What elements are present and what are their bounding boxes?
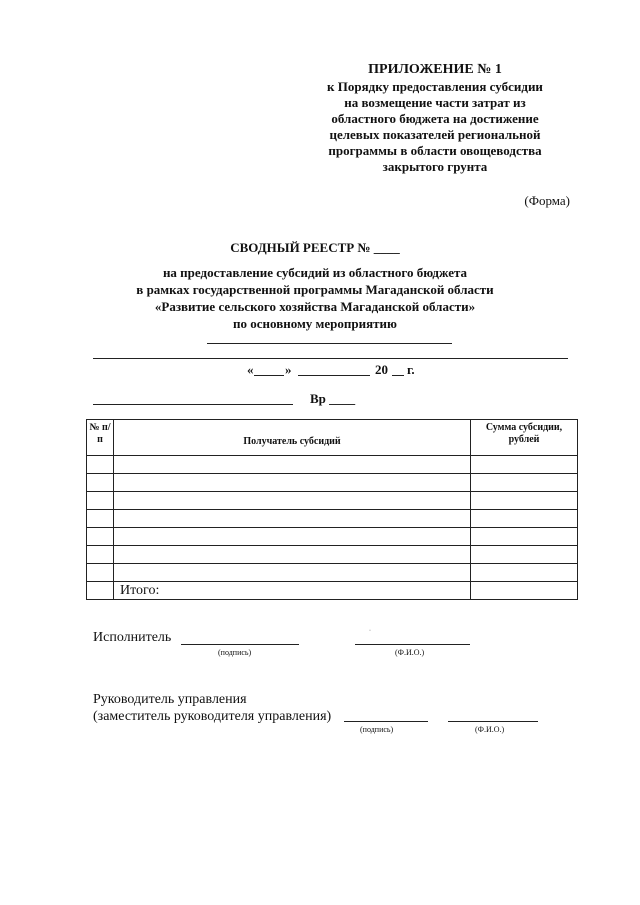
cell-num[interactable] <box>87 528 114 546</box>
header-num: № п/п <box>87 420 114 456</box>
table-row <box>87 546 578 564</box>
activity-blank-line[interactable] <box>207 343 452 344</box>
register-title: СВОДНЫЙ РЕЕСТР № ____ <box>230 240 400 255</box>
appendix-title: ПРИЛОЖЕНИЕ № 1 <box>368 62 502 77</box>
date-month-blank[interactable] <box>298 375 370 376</box>
appendix-line: целевых показателей региональной <box>329 127 541 142</box>
total-amount-cell[interactable] <box>471 582 578 600</box>
register-table <box>86 419 578 600</box>
vr-blank-line[interactable] <box>93 404 293 405</box>
cell-recipient[interactable] <box>114 456 471 474</box>
date-year-suffix: г. <box>407 362 415 377</box>
cell-amount[interactable] <box>471 546 578 564</box>
activity-blank-line-2[interactable] <box>93 358 568 359</box>
table-header-row <box>87 420 578 456</box>
appendix-line: областного бюджета на достижение <box>331 111 539 126</box>
cell-num[interactable] <box>87 456 114 474</box>
table-row <box>87 474 578 492</box>
appendix-header <box>300 62 570 175</box>
appendix-line: к Порядку предоставления субсидии <box>327 79 543 94</box>
cell-recipient[interactable] <box>114 564 471 582</box>
cell-recipient[interactable] <box>114 546 471 564</box>
cell-num[interactable] <box>87 492 114 510</box>
head-name-caption: (Ф.И.О.) <box>475 725 505 734</box>
table-row <box>87 510 578 528</box>
cell-num[interactable] <box>87 564 114 582</box>
table-row <box>87 456 578 474</box>
date-open-quote: « <box>247 362 254 377</box>
executor-name-caption: (Ф.И.О.) <box>395 648 425 657</box>
register-heading <box>100 239 530 332</box>
total-label: Итого: <box>114 582 471 600</box>
cell-recipient[interactable] <box>114 474 471 492</box>
cell-amount[interactable] <box>471 492 578 510</box>
head-signature-line[interactable] <box>344 721 428 722</box>
head-name-line[interactable] <box>448 721 538 722</box>
cell-num[interactable] <box>87 474 114 492</box>
date-year-blank[interactable] <box>392 375 404 376</box>
cell-num[interactable] <box>87 510 114 528</box>
cell-recipient[interactable] <box>114 528 471 546</box>
total-num-cell <box>87 582 114 600</box>
cell-amount[interactable] <box>471 474 578 492</box>
date-day-blank[interactable] <box>254 375 284 376</box>
appendix-line: закрытого грунта <box>382 159 488 174</box>
cell-amount[interactable] <box>471 564 578 582</box>
date-year-prefix: 20 <box>375 362 388 377</box>
executor-label: Исполнитель <box>93 630 172 645</box>
total-row <box>87 582 578 600</box>
cell-amount[interactable] <box>471 456 578 474</box>
head-signature-caption: (подпись) <box>360 725 394 734</box>
executor-dot: · <box>369 628 371 634</box>
table-row <box>87 564 578 582</box>
appendix-line: программы в области овощеводства <box>328 143 542 158</box>
header-recipient: Получатель субсидий <box>114 420 471 456</box>
header-amount: Сумма субсидии, рублей <box>471 420 578 456</box>
head-label-1: Руководитель управления <box>93 692 247 707</box>
executor-signature-line[interactable] <box>181 644 299 645</box>
executor-name-line[interactable] <box>355 644 470 645</box>
date-close-quote: » <box>285 362 292 377</box>
vr-label: Вр ____ <box>310 391 356 406</box>
register-line: в рамках государственной программы Магаданской области <box>136 282 494 297</box>
form-label: (Форма) <box>524 193 570 208</box>
register-line: по основному мероприятию <box>233 316 397 331</box>
executor-signature-caption: (подпись) <box>218 648 252 657</box>
register-line: «Развитие сельского хозяйства Магаданской области» <box>154 299 476 314</box>
head-label-2: (заместитель руководителя управления) <box>93 709 332 724</box>
cell-amount[interactable] <box>471 528 578 546</box>
cell-amount[interactable] <box>471 510 578 528</box>
cell-recipient[interactable] <box>114 510 471 528</box>
register-line: на предоставление субсидий из областного бюджета <box>162 265 468 280</box>
cell-recipient[interactable] <box>114 492 471 510</box>
cell-num[interactable] <box>87 546 114 564</box>
table-row <box>87 528 578 546</box>
appendix-line: на возмещение части затрат из <box>344 95 526 110</box>
table-row <box>87 492 578 510</box>
